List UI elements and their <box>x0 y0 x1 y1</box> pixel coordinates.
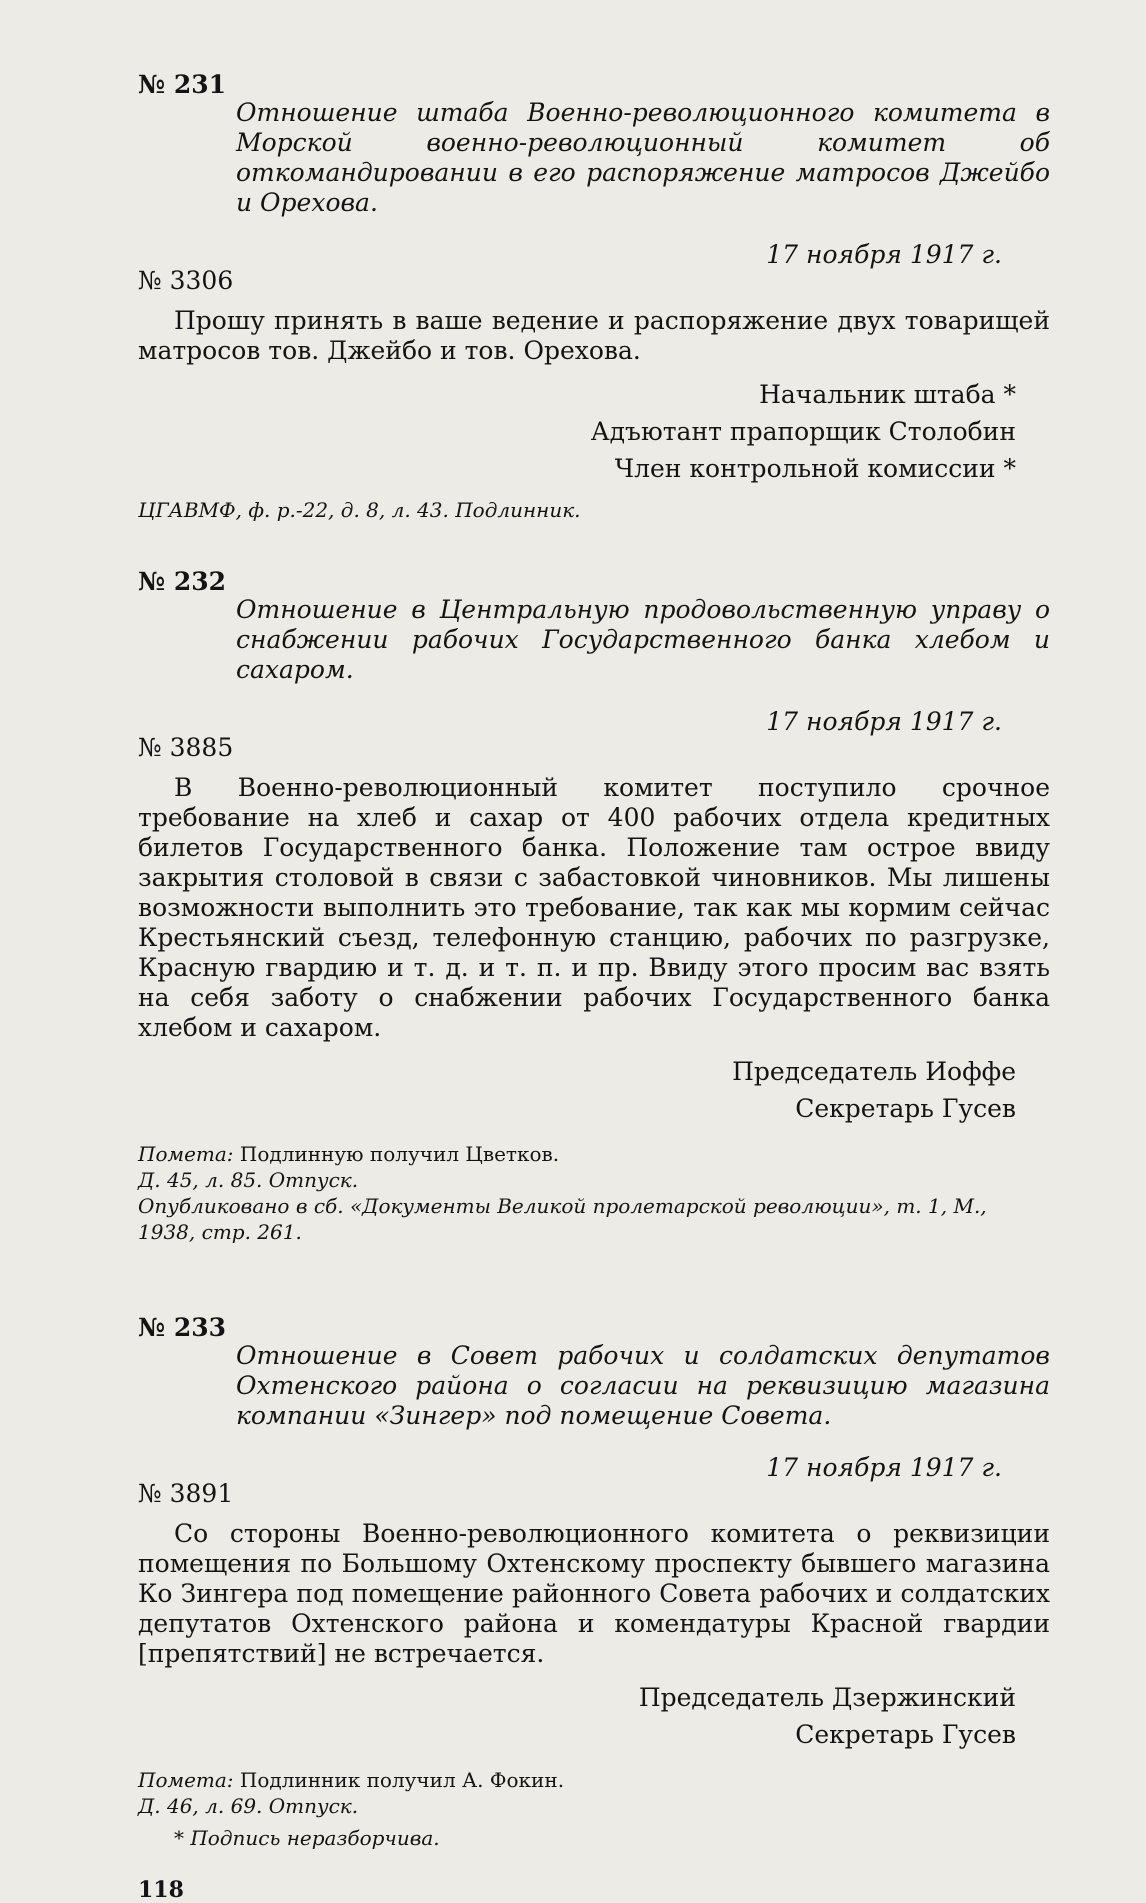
signature-line: Член контрольной комиссии * <box>614 454 1016 483</box>
document-number: № 231 <box>138 70 227 99</box>
document-231 <box>138 70 1050 523</box>
signature-line: Секретарь Гусев <box>795 1094 1016 1123</box>
document-body: В Военно-революционный комитет поступило срочное требование на хлеб и сахар от 400 рабочих отдела кредитных билетов Государственного банка. Положение там острое ввиду закрытия столовой в связи с забастовкой чиновников. Мы лишены возможности выполнить это требование, так как мы кормим сейчас Крестьянский съезд, телефонную станцию, рабочих по разгрузке, Красную гвардию и т. д. и т. п. и пр. Ввиду этого просим вас взять на себя заботу о снабжении рабочих Государственного банка хлебом и сахаром. <box>138 773 1050 1042</box>
note-line <box>138 1141 1050 1167</box>
signature-block <box>138 376 1050 487</box>
document-232 <box>138 567 1050 1245</box>
signature-block <box>138 1679 1050 1753</box>
note-text: Подлинную получил Цветков. <box>239 1142 560 1166</box>
registration-number: № 3306 <box>138 266 234 295</box>
document-body: Со стороны Военно-революционного комитета о реквизиции помещения по Большому Охтенскому проспекту бывшего магазина Ко Зингера под помещение районного Совета рабочих и солдатских депутатов Охтенского района и комендатуры Красной гвардии [препятствий] не встречается. <box>138 1519 1050 1668</box>
footnote: * Подпись неразборчива. <box>174 1826 440 1850</box>
document-date: 17 ноября 1917 г. <box>766 1453 1002 1482</box>
signature-line: Председатель Дзержинский <box>638 1683 1016 1712</box>
note-label: Помета: <box>138 1768 234 1792</box>
registration-number: № 3885 <box>138 733 234 762</box>
document-title: Отношение штаба Военно-революционного комитета в Морской военно-революционный комитет об откомандировании в его распоряжение матросов Джейбо и Орехова. <box>236 98 1050 217</box>
signature-line: Адъютант прапорщик Столобин <box>590 417 1016 446</box>
document-date: 17 ноября 1917 г. <box>766 240 1002 269</box>
publication-reference: Опубликовано в сб. «Документы Великой пролетарской революции», т. 1, М., 1938, стр. 261. <box>138 1194 987 1244</box>
document-title: Отношение в Совет рабочих и солдатских депутатов Охтенского района о согласии на реквизицию магазина компании «Зингер» под помещение Совета. <box>236 1341 1050 1430</box>
source-reference: Д. 46, л. 69. Отпуск. <box>138 1794 359 1818</box>
signature-block <box>138 1053 1050 1127</box>
signature-line: Секретарь Гусев <box>795 1720 1016 1749</box>
note-label: Помета: <box>138 1142 234 1166</box>
signature-line: Председатель Иоффе <box>732 1057 1016 1086</box>
archive-reference: ЦГАВМФ, ф. р.-22, д. 8, л. 43. Подлинник. <box>138 498 581 522</box>
signature-line: Начальник штаба * <box>759 380 1016 409</box>
document-date: 17 ноября 1917 г. <box>766 707 1002 736</box>
registration-number: № 3891 <box>138 1479 234 1508</box>
source-reference: Д. 45, л. 85. Отпуск. <box>138 1168 359 1192</box>
document-number: № 232 <box>138 567 227 596</box>
notes-block <box>138 1141 1050 1245</box>
note-text: Подлинник получил А. Фокин. <box>239 1768 565 1792</box>
document-title: Отношение в Центральную продовольственную управу о снабжении рабочих Государственного банка хлебом и сахаром. <box>236 595 1050 684</box>
notes-block <box>138 1767 1050 1819</box>
page-number: 118 <box>138 1877 184 1903</box>
note-line <box>138 1767 1050 1793</box>
document-233 <box>138 1313 1050 1819</box>
document-body: Прошу принять в ваше ведение и распоряжение двух товарищей матросов тов. Джейбо и тов. Орехова. <box>138 306 1050 365</box>
document-number: № 233 <box>138 1313 227 1342</box>
